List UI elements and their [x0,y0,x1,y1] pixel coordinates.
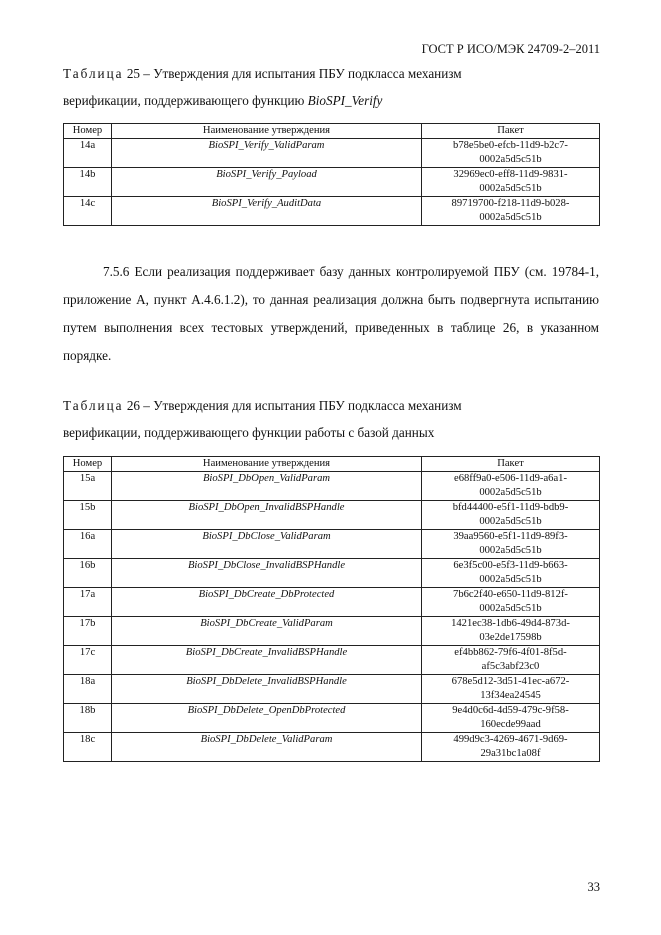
column-header-packet: Пакет [422,124,600,139]
cell-packet [422,530,600,559]
cell-number: 16b [64,559,112,588]
cell-assertion-name: BioSPI_Verify_AuditData [112,197,422,226]
cell-packet [422,617,600,646]
column-header-name: Наименование утверждения [112,457,422,472]
cell-number: 15b [64,501,112,530]
document-header: ГОСТ Р ИСО/МЭК 24709-2‒2011 [421,42,600,56]
column-header-packet: Пакет [422,457,600,472]
cell-assertion-name: BioSPI_DbOpen_InvalidBSPHandle [112,501,422,530]
column-header-name: Наименование утверждения [112,124,422,139]
cell-number: 17b [64,617,112,646]
table-26-caption [63,392,599,446]
packet-line-1: bfd44400-e5f1-11d9-bdb9- [452,502,569,513]
table-row [64,733,600,762]
packet-line-2: 0002a5d5c51b [479,516,542,527]
caption-title: 25 – Утверждения для испытания ПБУ подкласса механизм [123,66,462,81]
table-header-row [64,124,600,139]
caption-line2: верификации, поддерживающего функцию [63,93,308,108]
cell-packet [422,168,600,197]
column-header-number: Номер [64,457,112,472]
table-row [64,588,600,617]
table-26 [63,456,600,762]
cell-number: 15a [64,472,112,501]
cell-assertion-name: BioSPI_DbClose_InvalidBSPHandle [112,559,422,588]
caption-label: Таблица [63,66,124,81]
table-row [64,530,600,559]
packet-line-2: 0002a5d5c51b [479,545,542,556]
packet-line-1: 499d9c3-4269-4671-9d69- [453,734,568,745]
cell-assertion-name: BioSPI_DbOpen_ValidParam [112,472,422,501]
cell-assertion-name: BioSPI_DbClose_ValidParam [112,530,422,559]
cell-packet [422,675,600,704]
table-row [64,646,600,675]
packet-line-2: af5c3abf23c0 [481,661,540,672]
cell-packet [422,588,600,617]
packet-line-2: 0002a5d5c51b [479,183,542,194]
cell-number: 17a [64,588,112,617]
cell-number: 16a [64,530,112,559]
table-header-row [64,457,600,472]
packet-line-2: 0002a5d5c51b [479,603,542,614]
table-25-caption [63,60,599,114]
table-row [64,472,600,501]
page-number: 33 [587,880,600,894]
packet-line-2: 29a31bc1a08f [480,748,541,759]
packet-line-2: 160ecde99aad [480,719,541,730]
packet-line-1: 1421ec38-1db6-49d4-873d- [451,618,570,629]
packet-line-1: 32969ec0-eff8-11d9-9831- [453,169,568,180]
table-row [64,501,600,530]
table-25 [63,123,600,226]
cell-assertion-name: BioSPI_DbCreate_DbProtected [112,588,422,617]
table-row [64,139,600,168]
packet-line-2: 0002a5d5c51b [479,574,542,585]
cell-number: 14c [64,197,112,226]
caption-function-name: BioSPI_Verify [307,93,383,108]
packet-line-1: b78e5be0-efcb-11d9-b2c7- [453,140,568,151]
table-row [64,617,600,646]
cell-number: 14b [64,168,112,197]
packet-line-1: 6e3f5c00-e5f3-11d9-b663- [453,560,568,571]
cell-packet [422,559,600,588]
packet-line-1: 39aa9560-e5f1-11d9-89f3- [453,531,568,542]
cell-assertion-name: BioSPI_Verify_Payload [112,168,422,197]
cell-assertion-name: BioSPI_DbDelete_InvalidBSPHandle [112,675,422,704]
packet-line-2: 0002a5d5c51b [479,154,542,165]
cell-packet [422,197,600,226]
packet-line-1: e68ff9a0-e506-11d9-a6a1- [454,473,567,484]
caption-label: Таблица [63,398,124,413]
packet-line-1: 89719700-f218-11d9-b028- [451,198,570,209]
cell-number: 17c [64,646,112,675]
cell-assertion-name: BioSPI_Verify_ValidParam [112,139,422,168]
table-row [64,168,600,197]
cell-number: 18c [64,733,112,762]
cell-packet [422,646,600,675]
cell-packet [422,733,600,762]
table-row [64,559,600,588]
column-header-number: Номер [64,124,112,139]
cell-packet [422,704,600,733]
cell-packet [422,139,600,168]
cell-assertion-name: BioSPI_DbDelete_OpenDbProtected [112,704,422,733]
cell-packet [422,501,600,530]
table-row [64,675,600,704]
table-row [64,197,600,226]
packet-line-2: 0002a5d5c51b [479,487,542,498]
packet-line-2: 0002a5d5c51b [479,212,542,223]
packet-line-1: 7b6c2f40-e650-11d9-812f- [453,589,568,600]
packet-line-1: 9e4d0c6d-4d59-479c-9f58- [452,705,569,716]
table-row [64,704,600,733]
cell-packet [422,472,600,501]
cell-assertion-name: BioSPI_DbCreate_InvalidBSPHandle [112,646,422,675]
cell-number: 18b [64,704,112,733]
caption-title: 26 – Утверждения для испытания ПБУ подкласса механизм [123,398,462,413]
packet-line-1: 678e5d12-3d51-41ec-a672- [451,676,570,687]
packet-line-1: ef4bb862-79f6-4f01-8f5d- [454,647,567,658]
cell-number: 18a [64,675,112,704]
caption-line2: верификации, поддерживающего функции работы с базой данных [63,425,435,440]
packet-line-2: 03e2de17598b [479,632,542,643]
packet-line-2: 13f34ea24545 [480,690,541,701]
cell-assertion-name: BioSPI_DbCreate_ValidParam [112,617,422,646]
cell-assertion-name: BioSPI_DbDelete_ValidParam [112,733,422,762]
section-paragraph-7-5-6: 7.5.6 Если реализация поддерживает базу данных контролируемой ПБУ (см. 19784-1, приложение А, пункт А.4.6.1.2), то данная реализация должна быть подвергнута испытанию путем выполнения всех тестовых утверждений, приведенных в таблице 26, в указанном порядке. [63,264,599,363]
cell-number: 14a [64,139,112,168]
